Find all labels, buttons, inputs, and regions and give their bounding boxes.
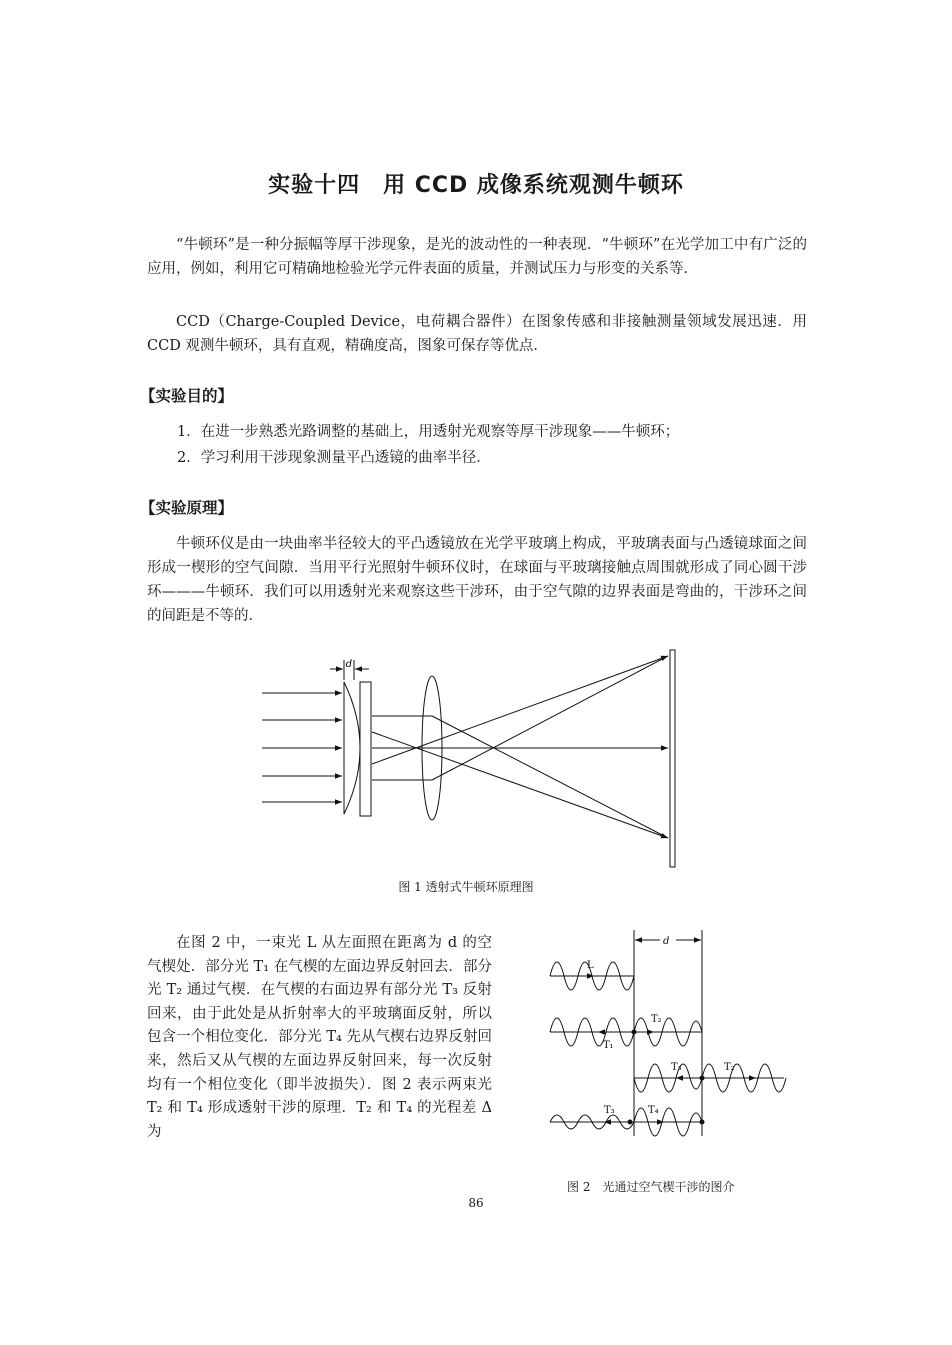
label-T2-inside: T₂ [651, 1014, 662, 1025]
figure-2-caption: 图 2 光通过空气楔干涉的图介 [567, 1180, 735, 1194]
figure-2-d-label: d [663, 936, 670, 947]
label-L: L [587, 960, 594, 971]
plano-convex-lens [344, 682, 360, 814]
page-number: 86 [468, 1196, 484, 1210]
figure-2-description: 在图 2 中，一束光 L 从左面照在距离为 d 的空气楔处．部分光 T₁ 在气楔的左面边界反射回去．部分光 T₂ 通过气楔．在气楔的右面边界有部分光 T₃ 反射回来，由于此处是从折射率大的平玻璃面反射，所以包含一个相位变化．部分光 T₄ 先从气楔右边界反射回来，然后又从气楔的左面边界反射回来，每一次反射均有一个相位变化（即半波损失）．图 2 表示两束光 T₂ 和 T₄ 形成透射干涉的原理．T₂ 和 T₄ 的光程差 Δ 为 [147, 935, 492, 1140]
dot-right-row4 [700, 1120, 705, 1125]
dot-left-row4 [628, 1120, 633, 1125]
principle-paragraph: 牛顿环仪是由一块曲率半径较大的平凸透镜放在光学平玻璃上构成，平玻璃表面与凸透镜球面之间形成一楔形的空气间隙．当用平行光照射牛顿环仪时，在球面与平玻璃接触点周围就形成了同心圆干涉环———牛顿环．我们可以用透射光来观察这些干涉环，由于空气隙的边界表面是弯曲的，干涉环之间的间距是不等的． [147, 536, 807, 624]
purpose-item-2: 2．学习利用干涉现象测量平凸透镜的曲率半径． [177, 450, 491, 466]
intro-paragraph-2: CCD（Charge-Coupled Device，电荷耦合器件）在图象传感和非接触测量领域发展迅速．用 CCD 观测牛顿环，具有直观，精确度高，图象可保存等优点． [147, 314, 807, 354]
label-T1: T₁ [603, 1040, 614, 1051]
dot-right-row3 [700, 1076, 705, 1081]
figure-1-d-label: d [345, 659, 353, 670]
purpose-item-1: 1．在进一步熟悉光路调整的基础上，用透射光观察等厚干涉现象——牛顿环； [177, 424, 680, 440]
label-T3: T₃ [671, 1062, 682, 1073]
label-T3-back: T₃ [604, 1105, 615, 1116]
figure-1-diagram [250, 640, 690, 875]
label-T4: T₄ [648, 1105, 659, 1116]
screen [670, 650, 675, 867]
label-T2-out: T₂ [724, 1062, 735, 1073]
flat-glass-plate [360, 682, 371, 816]
principle-heading: 【实验原理】 [140, 499, 234, 517]
intro-paragraph-1: “牛顿环”是一种分振幅等厚干涉现象，是光的波动性的一种表现．“牛顿环”在光学加工中有广泛的应用，例如，利用它可精确地检验光学元件表面的质量，并测试压力与形变的关系等． [147, 237, 807, 277]
ray-converge-up [432, 656, 668, 780]
dot-left-row2 [632, 1030, 637, 1035]
ray-converge-down [432, 716, 668, 838]
figure-2-diagram [545, 926, 790, 1166]
page-title: 实验十四 用 CCD 成像系统观测牛顿环 [268, 173, 684, 198]
figure-1-caption: 图 1 透射式牛顿环原理图 [398, 880, 534, 894]
purpose-heading: 【实验目的】 [140, 387, 234, 405]
